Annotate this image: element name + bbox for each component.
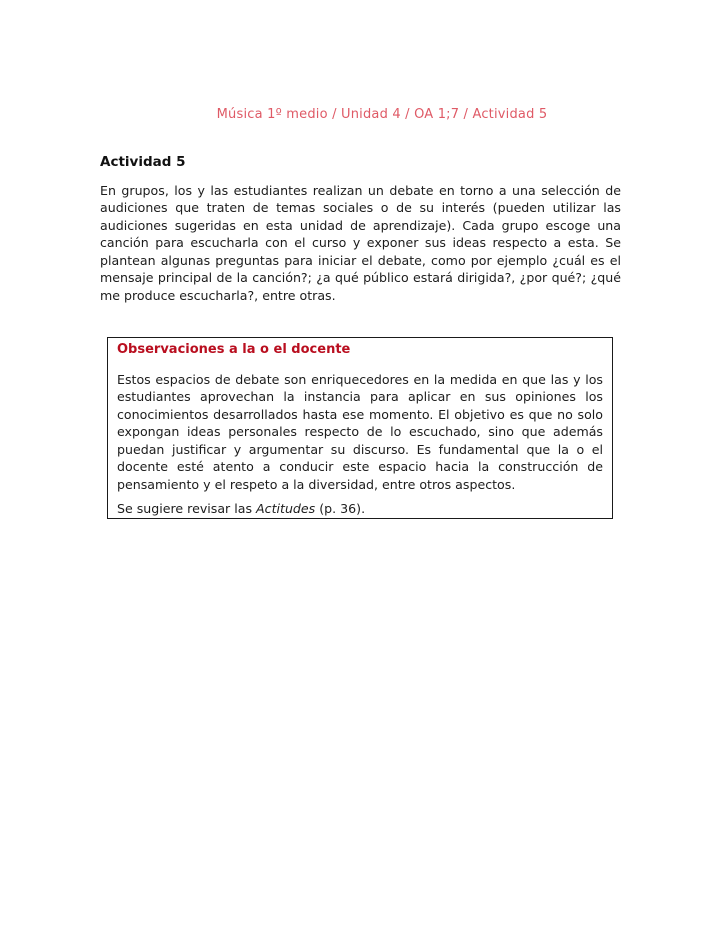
activity-heading: Actividad 5 (100, 154, 186, 170)
suggestion-suffix: (p. 36). (315, 501, 366, 517)
teacher-observations-box (107, 337, 613, 519)
note-box-suggestion (117, 500, 603, 517)
note-box-paragraph: Estos espacios de debate son enriquecedores en la medida en que las y los estudiantes aprovechan la instancia para aplicar en sus opiniones los conocimientos desarrollados hasta ese momento. El objetivo es que no solo expongan ideas personales respecto de lo escuchado, sino que además puedan justificar y argumentar su discurso. Es fundamental que la o el docente esté atento a conducir este espacio hacia la construcción de pensamiento y el respeto a la diversidad, entre otros aspectos. (117, 372, 603, 492)
breadcrumb-title: Música 1º medio / Unidad 4 / OA 1;7 / Actividad 5 (216, 107, 548, 122)
suggestion-italic-term: Actitudes (256, 501, 316, 517)
activity-paragraph: En grupos, los y las estudiantes realizan un debate en torno a una selección de audiciones que traten de temas sociales o de su interés (pueden utilizar las audiciones sugeridas en esta unidad de aprendizaje). Cada grupo escoge una canción para escucharla con el curso y exponer sus ideas respecto a esta. Se plantean algunas preguntas para iniciar el debate, como por ejemplo ¿cuál es el mensaje principal de la canción?; ¿a qué público estará dirigida?, ¿por qué?; ¿qué me produce escucharla?, entre otras. (100, 183, 621, 303)
note-box-title: Observaciones a la o el docente (117, 342, 351, 357)
suggestion-prefix: Se sugiere revisar las (117, 501, 257, 517)
